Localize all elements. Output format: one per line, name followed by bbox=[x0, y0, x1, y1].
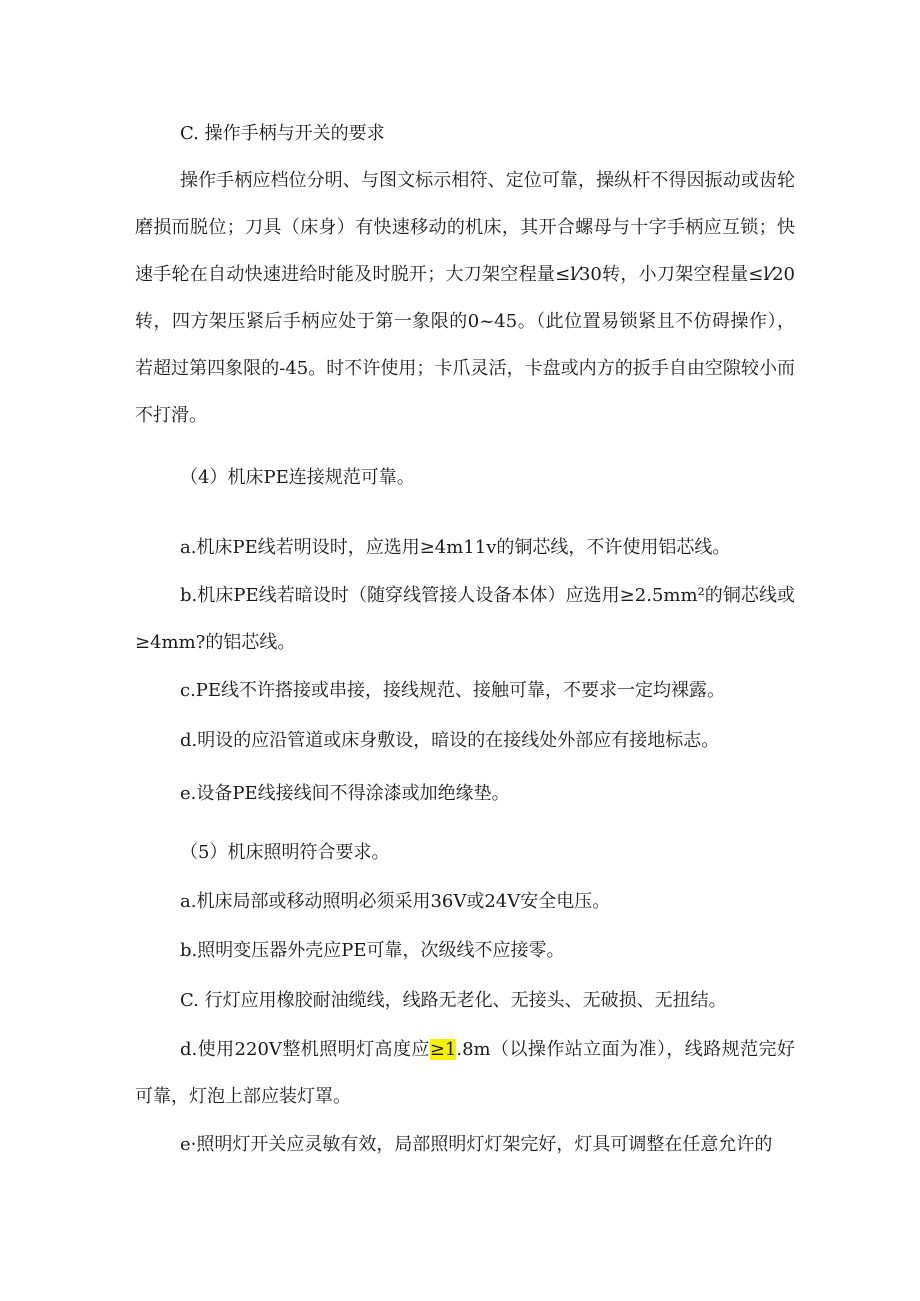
heading-lighting: （5）机床照明符合要求。 bbox=[180, 842, 390, 863]
item-lamp-height bbox=[135, 1026, 795, 1120]
item-lamp-cable: C. 行灯应用橡胶耐油缆线，线路无老化、无接头、无破损、无扭结。 bbox=[180, 990, 727, 1011]
item-lighting-transformer: b.照明变压器外壳应PE可靠，次级线不应接零。 bbox=[180, 940, 565, 961]
item-pe-exposed: a.机床PE线若明设时，应选用≥4m11v的铜芯线，不许使用铝芯线。 bbox=[180, 537, 731, 558]
item-pe-routing: d.明设的应沿管道或床身敷设，暗设的在接线处外部应有接地标志。 bbox=[180, 730, 720, 751]
item-pe-no-paint: e.设备PE线接线间不得涂漆或加绝缘垫。 bbox=[180, 783, 510, 804]
item-lighting-voltage: a.机床局部或移动照明必须采用36V或24V安全电压。 bbox=[180, 891, 611, 912]
highlighted-text: ≥1 bbox=[429, 1039, 457, 1060]
item-lamp-switch: e·照明灯开关应灵敏有效，局部照明灯灯架完好，灯具可调整在任意允许的 bbox=[180, 1134, 773, 1155]
heading-operating-handle: C. 操作手柄与开关的要求 bbox=[180, 123, 385, 144]
paragraph-handle-requirements: 操作手柄应档位分明、与图文标示相符、定位可靠，操纵杆不得因振动或齿轮磨损而脱位；刀具（床身）有快速移动的机床，其开合螺母与十字手柄应互锁；快速手轮在自动快速进给时能及时脱开；大刀架空程量≤l⁄30转，小刀架空程量≤l⁄20转，四方架压紧后手柄应处于第一象限的0~45。（此位置易锁紧且不仿碍操作），若超过第四象限的-45。时不许使用；卡爪灵活，卡盘或内方的扳手自由空隙较小而不打滑。 bbox=[135, 170, 795, 426]
item-pe-no-splice: c.PE线不许搭接或串接，接线规范、接触可靠，不要求一定均裸露。 bbox=[180, 680, 726, 701]
lamp-height-text-before: d.使用220V整机照明灯高度应 bbox=[180, 1039, 430, 1060]
heading-pe-connection: （4）机床PE连接规范可靠。 bbox=[180, 467, 415, 488]
lamp-height-text-after: .8m（以操作站立面为准），线路规范完好可靠，灯泡上部应装灯罩。 bbox=[135, 1039, 795, 1107]
item-pe-concealed: b.机床PE线若暗设时（随穿线管接人设备本体）应选用≥2.5mm²的铜芯线或≥4mm?的铝芯线。 bbox=[135, 585, 795, 653]
